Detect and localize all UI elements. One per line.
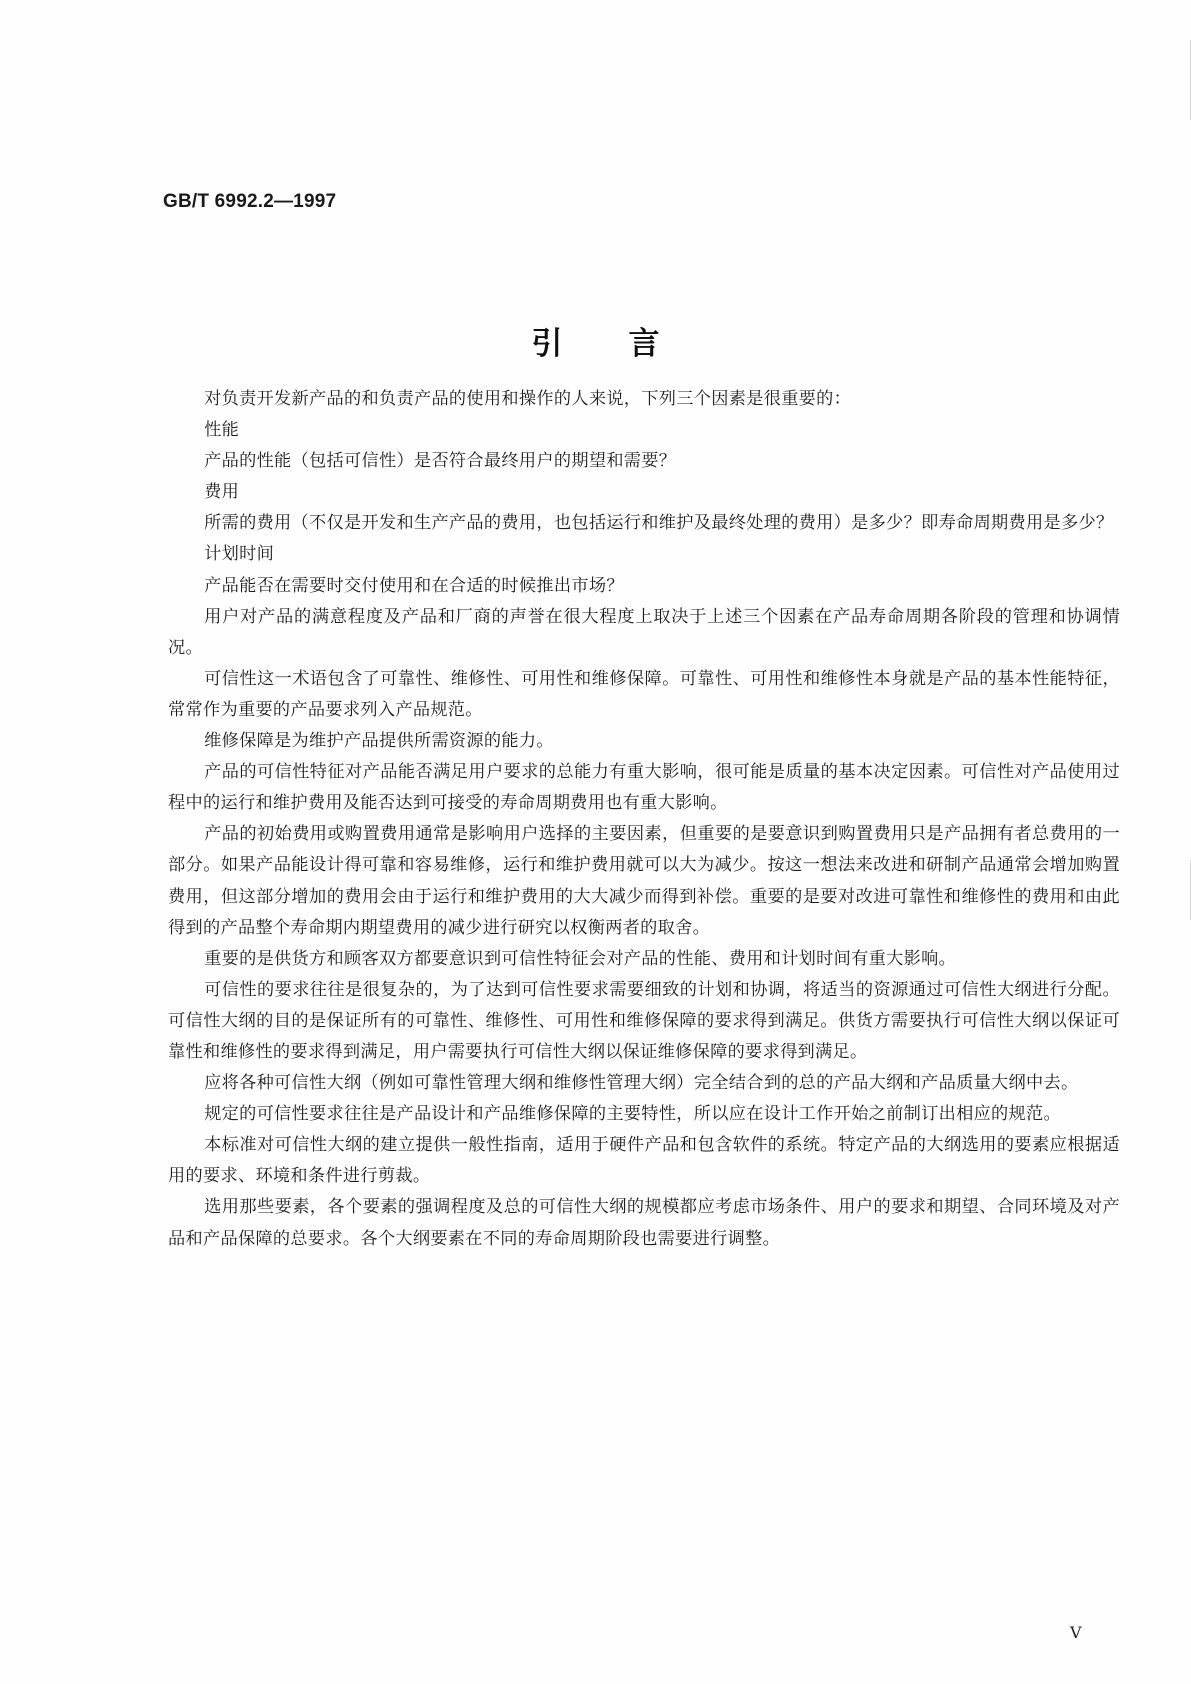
paragraph: 费用 [204,482,240,503]
paragraph: 计划时间 [204,544,275,565]
paragraph: 规定的可信性要求往往是产品设计和产品维修保障的主要特性，所以应在设计工作开始之前制订出相应的规范。 [204,1104,1062,1125]
paragraph: 用户对产品的满意程度及产品和厂商的声誉在很大程度上取决于上述三个因素在产品寿命周期各阶段的管理和协调情况。 [168,606,1120,658]
paragraph: 维修保障是为维护产品提供所需资源的能力。 [204,731,554,752]
introduction-body [168,384,1120,1255]
paragraph: 可信性这一术语包含了可靠性、维修性、可用性和维修保障。可靠性、可用性和维修性本身就是产品的基本性能特征，常常作为重要的产品要求列入产品规范。 [168,668,1120,720]
paragraph: 本标准对可信性大纲的建立提供一般性指南，适用于硬件产品和包含软件的系统。特定产品的大纲选用的要素应根据适用的要求、环境和条件进行剪裁。 [168,1135,1120,1187]
standard-number: GB/T 6992.2—1997 [163,191,337,212]
paragraph: 应将各种可信性大纲（例如可靠性管理大纲和维修性管理大纲）完全结合到的总的产品大纲和产品质量大纲中去。 [204,1073,1079,1094]
paragraph: 重要的是供货方和顾客双方都要意识到可信性特征会对产品的性能、费用和计划时间有重大影响。 [204,948,957,969]
paragraph: 选用那些要素，各个要素的强调程度及总的可信性大纲的规模都应考虑市场条件、用户的要求和期望、合同环境及对产品和产品保障的总要求。各个大纲要素在不同的寿命周期阶段也需要进行调整。 [168,1197,1120,1249]
paragraph: 产品的初始费用或购置费用通常是影响用户选择的主要因素，但重要的是要意识到购置费用只是产品拥有者总费用的一部分。如果产品能设计得可靠和容易维修，运行和维护费用就可以大为减少。按这一想法来改进和研制产品通常会增加购置费用，但这部分增加的费用会由于运行和维护费用的大大减少而得到补偿。重要的是要对改进可靠性和维修性的费用和由此得到的产品整个寿命期内期望费用的减少进行研究以权衡两者的取舍。 [168,824,1120,938]
paragraph: 产品的性能（包括可信性）是否符合最终用户的期望和需要？ [204,451,677,472]
paragraph: 性能 [204,420,240,441]
page-number: V [1070,1623,1082,1642]
paragraph: 可信性的要求往往是很复杂的，为了达到可信性要求需要细致的计划和协调，将适当的资源通过可信性大纲进行分配。可信性大纲的目的是保证所有的可靠性、维修性、可用性和维修保障的要求得到满足。供货方需要执行可信性大纲以保证可靠性和维修性的要求得到满足，用户需要执行可信性大纲以保证维修保障的要求得到满足。 [168,979,1120,1062]
page-title: 引言 [531,326,726,362]
paragraph: 产品能否在需要时交付使用和在合适的时候推出市场？ [204,575,624,596]
paragraph: 对负责开发新产品的和负责产品的使用和操作的人来说，下列三个因素是很重要的： [204,389,852,409]
paragraph: 产品的可信性特征对产品能否满足用户要求的总能力有重大影响，很可能是质量的基本决定因素。可信性对产品使用过程中的运行和维护费用及能否达到可接受的寿命周期费用也有重大影响。 [168,762,1120,814]
paragraph: 所需的费用（不仅是开发和生产产品的费用，也包括运行和维护及最终处理的费用）是多少？即寿命周期费用是多少？ [204,513,1114,534]
